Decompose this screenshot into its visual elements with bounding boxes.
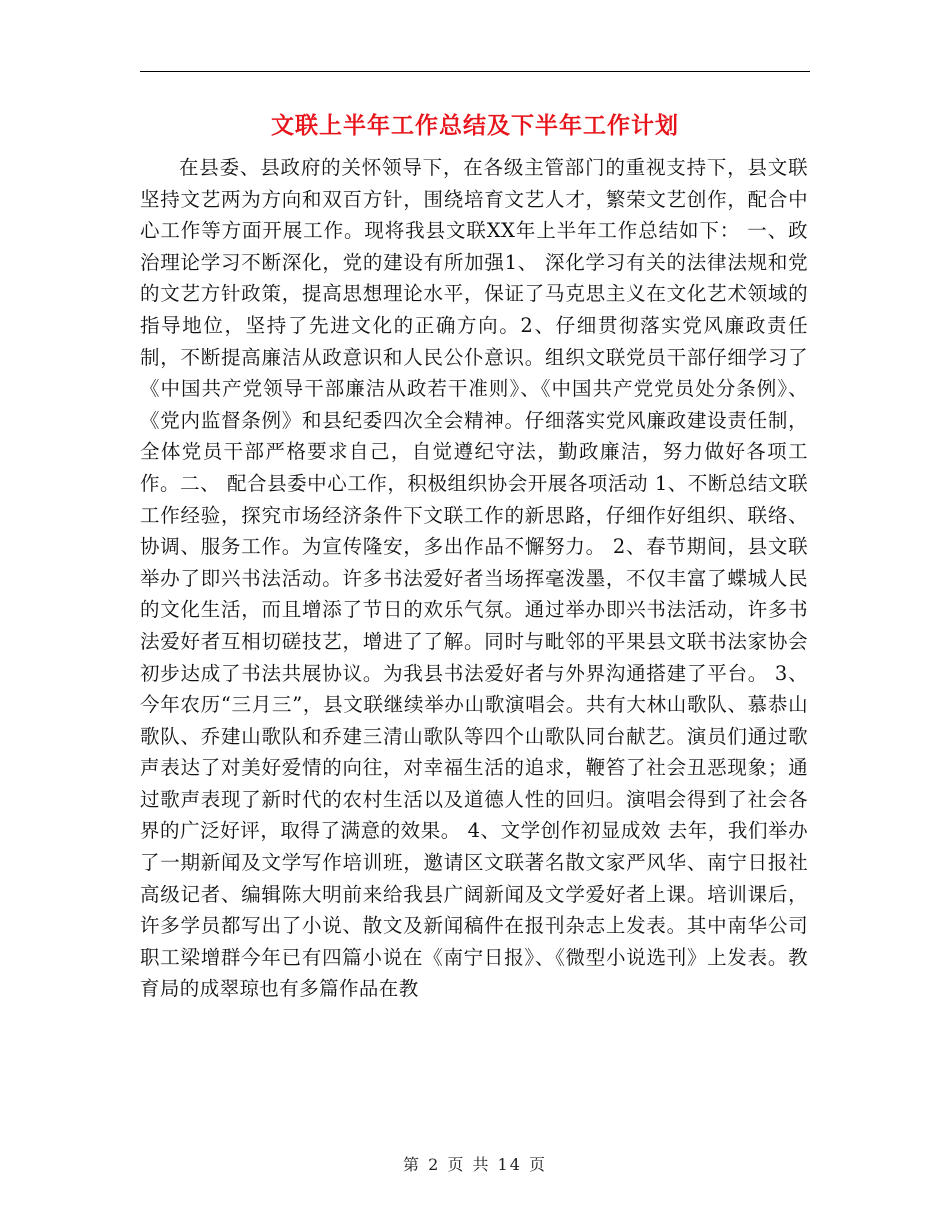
document-body: 在县委、县政府的关怀领导下，在各级主管部门的重视支持下，县文联坚持文艺两为方向和双百方针，围绕培育文艺人才，繁荣文艺创作，配合中心工作等方面开展工作。现将我县文联XX年上半年工作总结如下： 一、政治理论学习不断深化，党的建设有所加强1、 深化学习有关的法律法规和党的文艺方针政策，提高思想理论水平，保证了马克思主义在文化艺术领域的指导地位，坚持了先进文化的正确方向。2、仔细贯彻落实党风廉政责任制，不断提高廉洁从政意识和人民公仆意识。组织文联党员干部仔细学习了《中国共产党领导干部廉洁从政若干准则》、《中国共产党党员处分条例》、《党内监督条例》和县纪委四次全会精神。仔细落实党风廉政建设责任制，全体党员干部严格要求自己，自觉遵纪守法，勤政廉洁，努力做好各项工作。二、 配合县委中心工作，积极组织协会开展各项活动 1、不断总结文联工作经验，探究市场经济条件下文联工作的新思路，仔细作好组织、联络、协调、服务工作。为宣传隆安，多出作品不懈努力。 2、春节期间，县文联举办了即兴书法活动。许多书法爱好者当场挥毫泼墨，不仅丰富了蝶城人民的文化生活，而且增添了节日的欢乐气氛。通过举办即兴书法活动，许多书法爱好者互相切磋技艺，增进了了解。同时与毗邻的平果县文联书法家协会初步达成了书法共展协议。为我县书法爱好者与外界沟通搭建了平台。 3、今年农历“三月三”，县文联继续举办山歌演唱会。共有大林山歌队、慕恭山歌队、乔建山歌队和乔建三清山歌队等四个山歌队同台献艺。演员们通过歌声表达了对美好爱情的向往，对幸福生活的追求，鞭笞了社会丑恶现象；通过歌声表现了新时代的农村生活以及道德人性的回归。演唱会得到了社会各界的广泛好评，取得了满意的效果。 4、文学创作初显成效 去年，我们举办了一期新闻及文学写作培训班，邀请区文联著名散文家严风华、南宁日报社高级记者、编辑陈大明前来给我县广阔新闻及文学爱好者上课。培训课后，许多学员都写出了小说、散文及新闻稿件在报刊杂志上发表。其中南华公司职工梁增群今年已有四篇小说在《南宁日报》、《微型小说选刊》上发表。教育局的成翠琼也有多篇作品在教 <box>140 156 808 1001</box>
header-rule <box>140 71 810 72</box>
page-footer: 第 2 页 共 14 页 <box>403 1155 547 1174</box>
document-title: 文联上半年工作总结及下半年工作计划 <box>271 112 679 139</box>
